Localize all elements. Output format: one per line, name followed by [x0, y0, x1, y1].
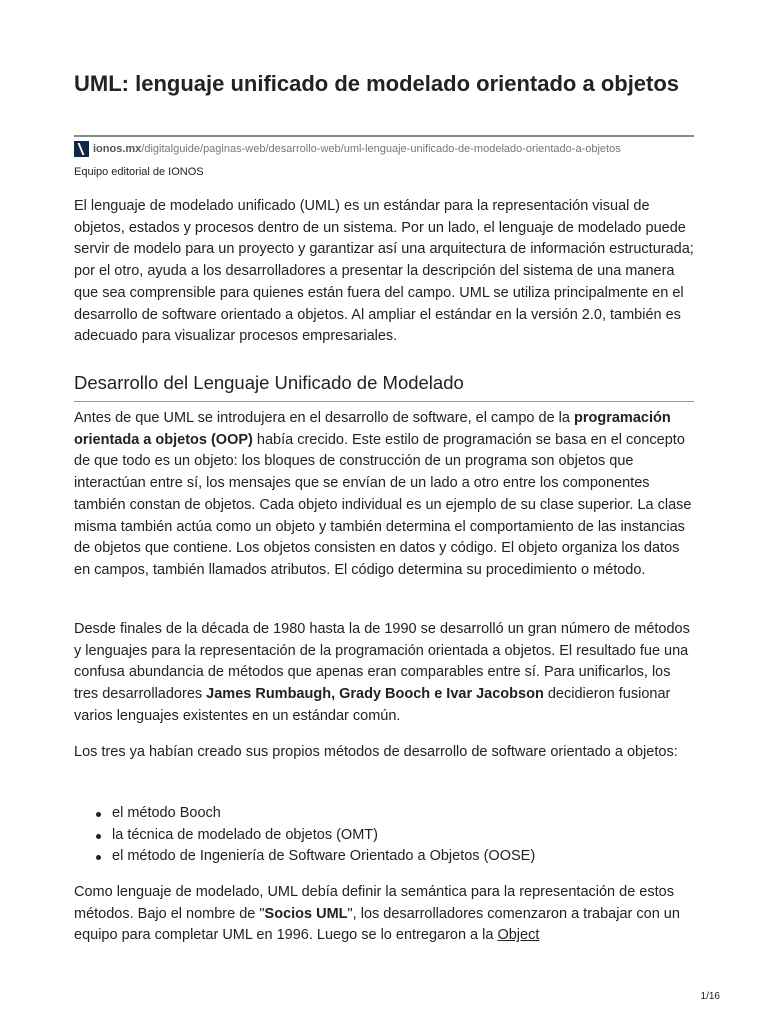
paragraph-history [74, 619, 694, 728]
paragraph-uml-partners [74, 882, 694, 947]
source-domain: ionos.mx [93, 143, 142, 155]
source-path: /digitalguide/paginas-web/desarrollo-web/uml-lenguaje-unificado-de-modelado-orientado-a-objetos [141, 143, 621, 155]
intro-paragraph: El lenguaje de modelado unificado (UML) es un estándar para la representación visual de objetos, estados y procesos dentro de un sistema. Por un lado, el lenguaje de modelado puede servir de modelo para un proyecto y garantizar así una arquitectura de información estructurada; por el otro, ayuda a los desarrolladores a presentar la descripción del sistema de una manera que sea comprensible para quienes están fuera del campo. UML se utiliza principalmente en el desarrollo de software orientado a objetos. Al ampliar el estándar en la versión 2.0, también es adecuado para visualizar procesos empresariales. [74, 198, 694, 345]
paragraph-oop-bold: programación orientada a objetos (OOP) [74, 410, 671, 448]
paragraph-history-bold: James Rumbaugh, Grady Booch e Ivar Jacobson [206, 686, 544, 703]
paragraph-partners-text-a: Como lenguaje de modelado, UML debía definir la semántica para la representación de estos métodos. Bajo el nombre de " [74, 884, 674, 922]
paragraph-history-text-a: Desde finales de la década de 1980 hasta la de 1990 se desarrolló un gran número de métodos y lenguajes para la representación de la programación orientada a objetos. El resultado fue una confusa abundancia de métodos que apenas eran comparables entre sí. Para unificarlos, los tres desarrolladores [74, 621, 690, 703]
list-item: el método Booch [74, 803, 694, 825]
paragraph-methods-intro: Los tres ya habían creado sus propios métodos de desarrollo de software orientado a objetos: [74, 744, 678, 760]
section-divider [74, 401, 694, 402]
title-divider [74, 135, 694, 137]
source-url[interactable] [74, 140, 694, 158]
section-heading: Desarrollo del Lenguaje Unificado de Modelado [74, 372, 464, 393]
paragraph-oop-text-c: había crecido. Este estilo de programación se basa en el concepto de que todo es un objeto: los bloques de construcción de un programa son objetos que interactúan entre sí, los mensajes que se envían de un lado a otro entre los componentes también constan de objetos. Cada objeto individual es un ejemplo de su clase superior. La clase misma también actúa como un objeto y también determina el comportamiento de las instancias de objetos que contiene. Los objetos consisten en datos y código. El objeto organiza los datos en campos, también llamados atributos. El código determina su procedimiento o método. [74, 431, 692, 578]
list-item: el método de Ingeniería de Software Orientado a Objetos (OOSE) [74, 846, 694, 868]
list-item: la técnica de modelado de objetos (OMT) [74, 825, 694, 847]
paragraph-oop-text-a: Antes de que UML se introdujera en el desarrollo de software, el campo de la [74, 410, 574, 426]
paragraph-partners-text-c: ", los desarrolladores comenzaron a trabajar con un equipo para completar UML en 1996. Luego se lo entregaron a la [74, 905, 680, 944]
author-line: Equipo editorial de IONOS [74, 166, 204, 178]
page-title: UML: lenguaje unificado de modelado orientado a objetos [74, 71, 680, 96]
paragraph-history-text-c: decidieron fusionar varios lenguajes existentes en un estándar común. [74, 686, 671, 724]
methods-list [74, 803, 694, 868]
page-number: 1/16 [700, 991, 720, 1002]
ionos-logo-icon [74, 141, 89, 157]
paragraph-partners-bold: Socios UML [264, 905, 348, 922]
paragraph-oop [74, 408, 694, 582]
object-link[interactable]: Object [497, 927, 540, 944]
